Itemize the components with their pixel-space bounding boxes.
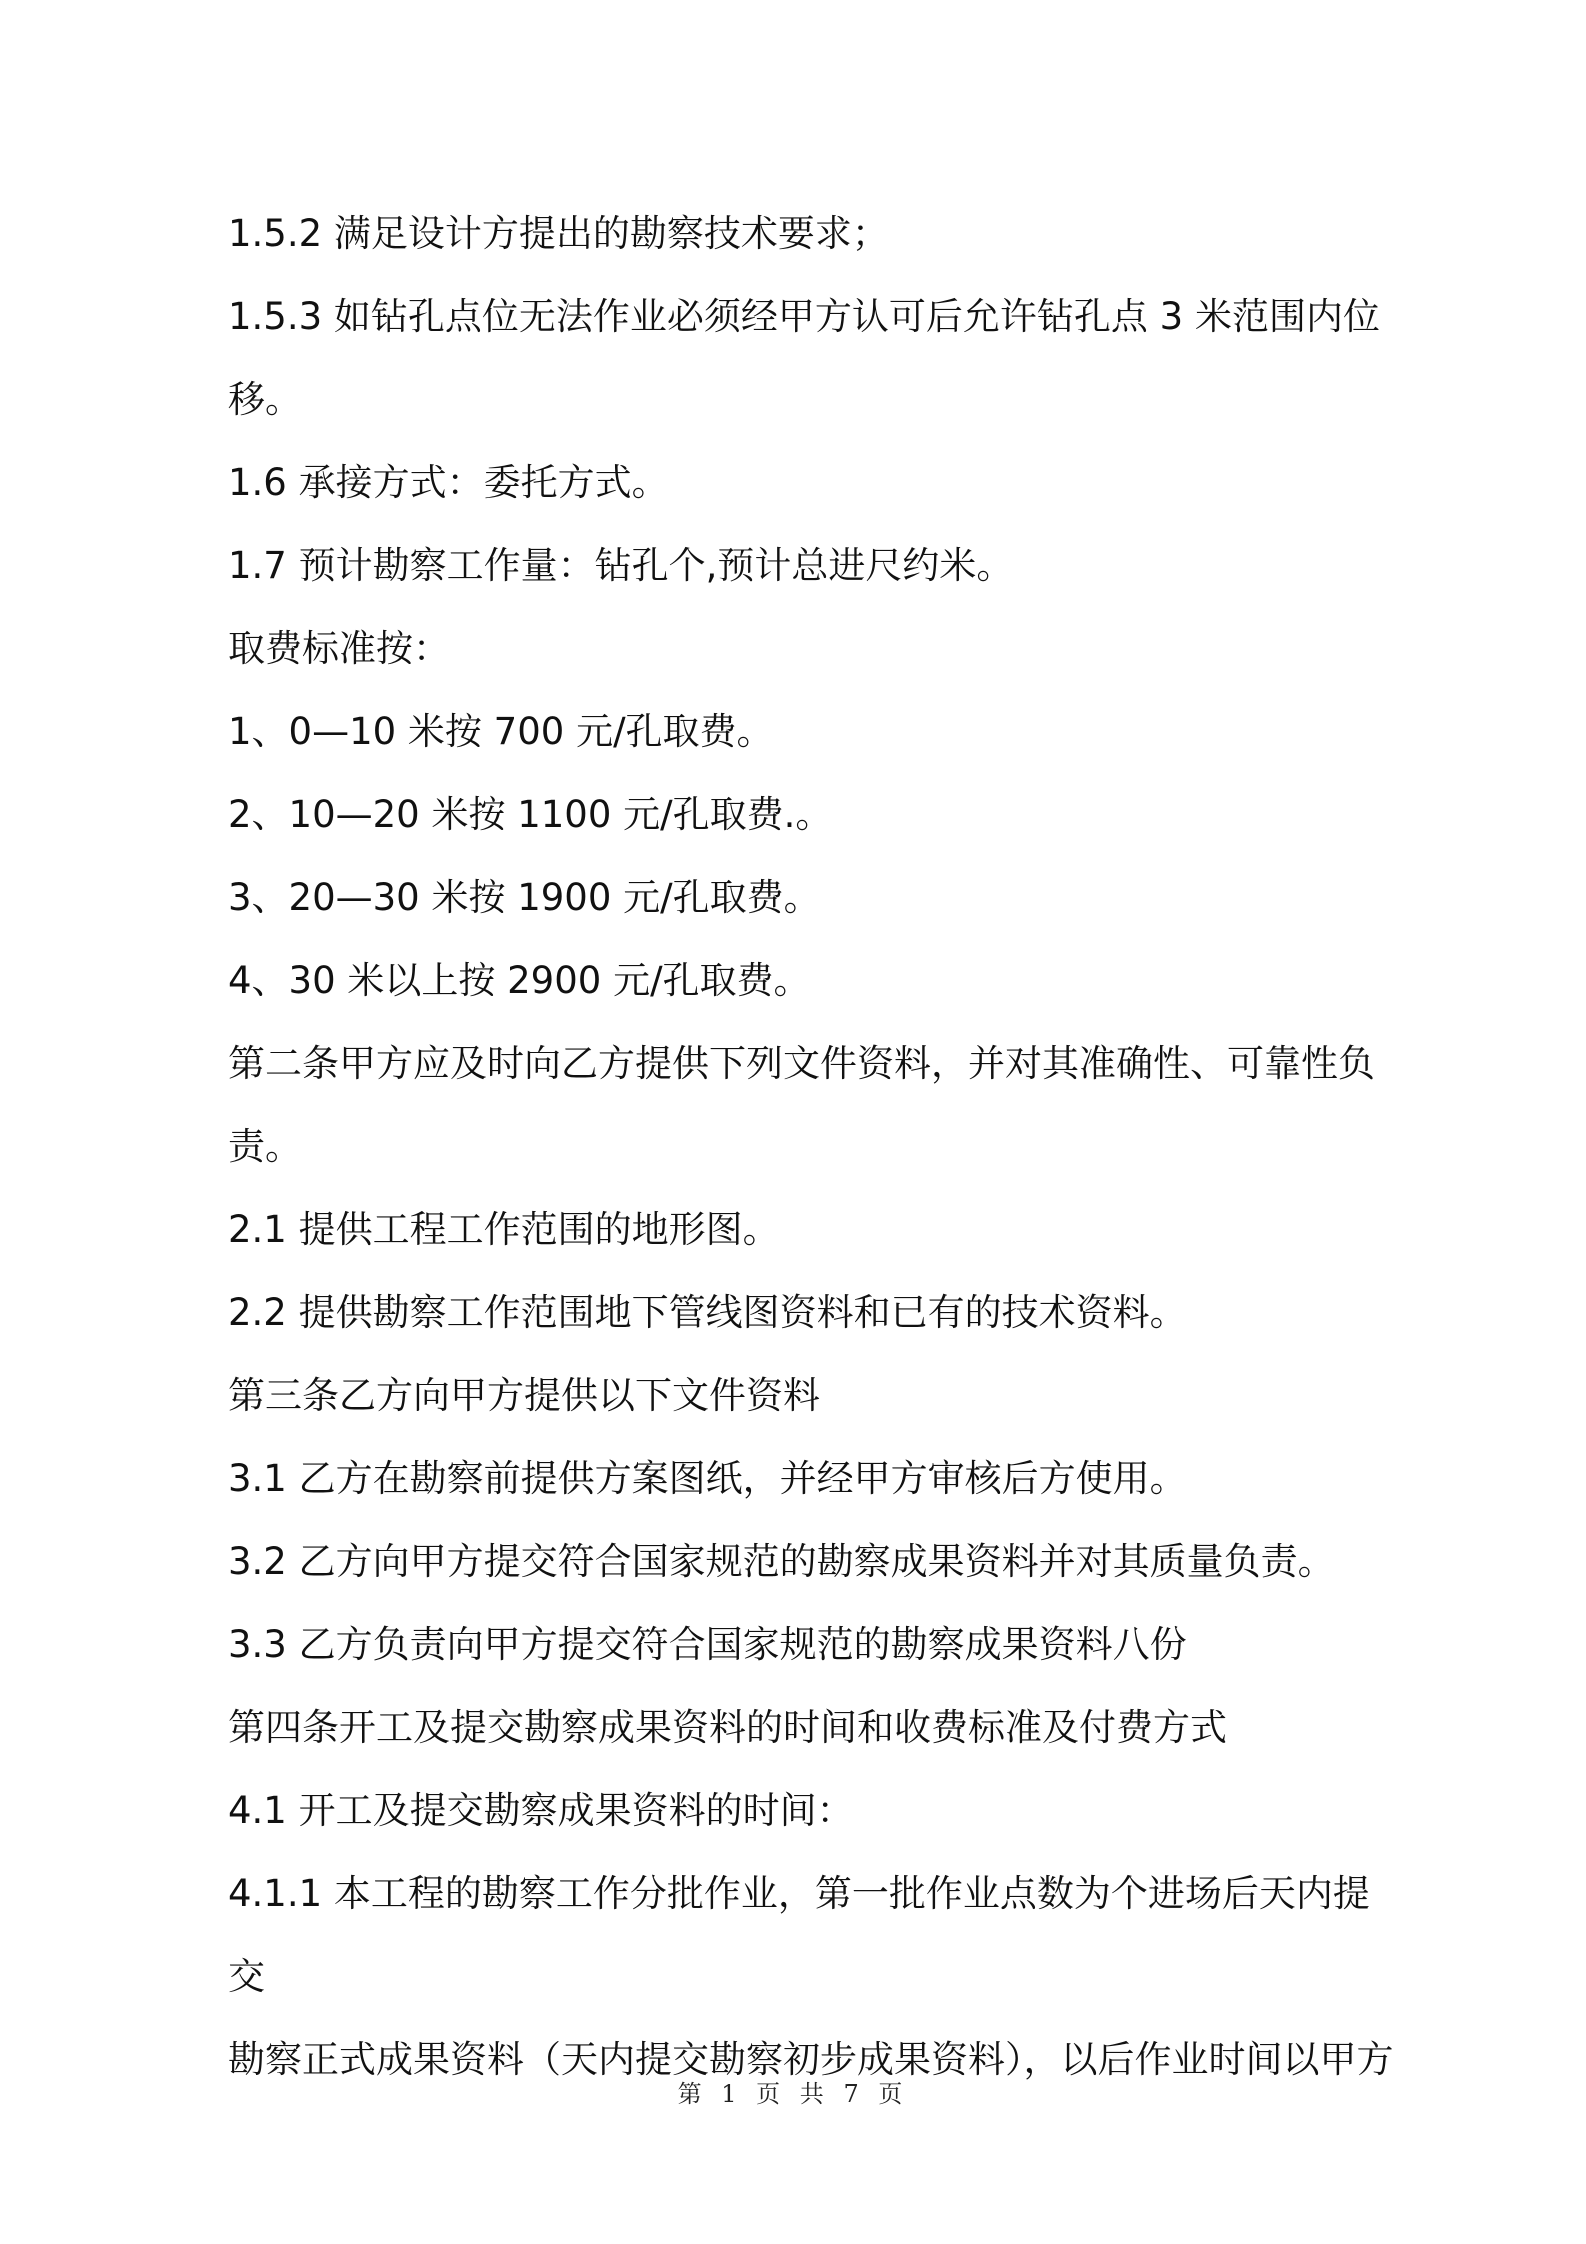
document-body [228,192,1398,2101]
text-line: 3.2 乙方向甲方提交符合国家规范的勘察成果资料并对其质量负责。 [228,1540,1335,1583]
text-line: 2、10—20 米按 1100 元/孔取费.。 [228,793,833,836]
text-line: 2.2 提供勘察工作范围地下管线图资料和已有的技术资料。 [228,1291,1187,1334]
text-line: 移。 [228,378,302,421]
text-line: 1、0—10 米按 700 元/孔取费。 [228,710,774,753]
text-line: 第四条开工及提交勘察成果资料的时间和收费标准及付费方式 [228,1706,1227,1749]
text-line: 1.5.3 如钻孔点位无法作业必须经甲方认可后允许钻孔点 3 米范围内位 [228,295,1380,338]
text-line: 3.3 乙方负责向甲方提交符合国家规范的勘察成果资料八份 [228,1623,1187,1666]
text-line: 3.1 乙方在勘察前提供方案图纸，并经甲方审核后方使用。 [228,1457,1187,1500]
text-line: 第三条乙方向甲方提供以下文件资料 [228,1374,820,1417]
text-line: 勘察正式成果资料（天内提交勘察初步成果资料），以后作业时间以甲方 [228,2038,1394,2081]
text-line: 4、30 米以上按 2900 元/孔取费。 [228,959,811,1002]
text-line: 第二条甲方应及时向乙方提供下列文件资料，并对其准确性、可靠性负 [228,1042,1375,1085]
text-line: 3、20—30 米按 1900 元/孔取费。 [228,876,821,919]
text-line: 4.1 开工及提交勘察成果资料的时间： [228,1789,854,1832]
page-number-footer: 第 1 页 共 7 页 [677,2080,909,2108]
text-line: 2.1 提供工程工作范围的地形图。 [228,1208,780,1251]
text-line: 1.7 预计勘察工作量：钻孔个,预计总进尺约米。 [228,544,1014,587]
text-line: 1.6 承接方式：委托方式。 [228,461,669,504]
text-line: 责。 [228,1125,302,1168]
text-line: 1.5.2 满足设计方提出的勘察技术要求； [228,212,889,255]
text-line: 取费标准按： [228,627,450,670]
text-line: 4.1.1 本工程的勘察工作分批作业，第一批作业点数为个进场后天内提交 [228,1872,1370,1998]
